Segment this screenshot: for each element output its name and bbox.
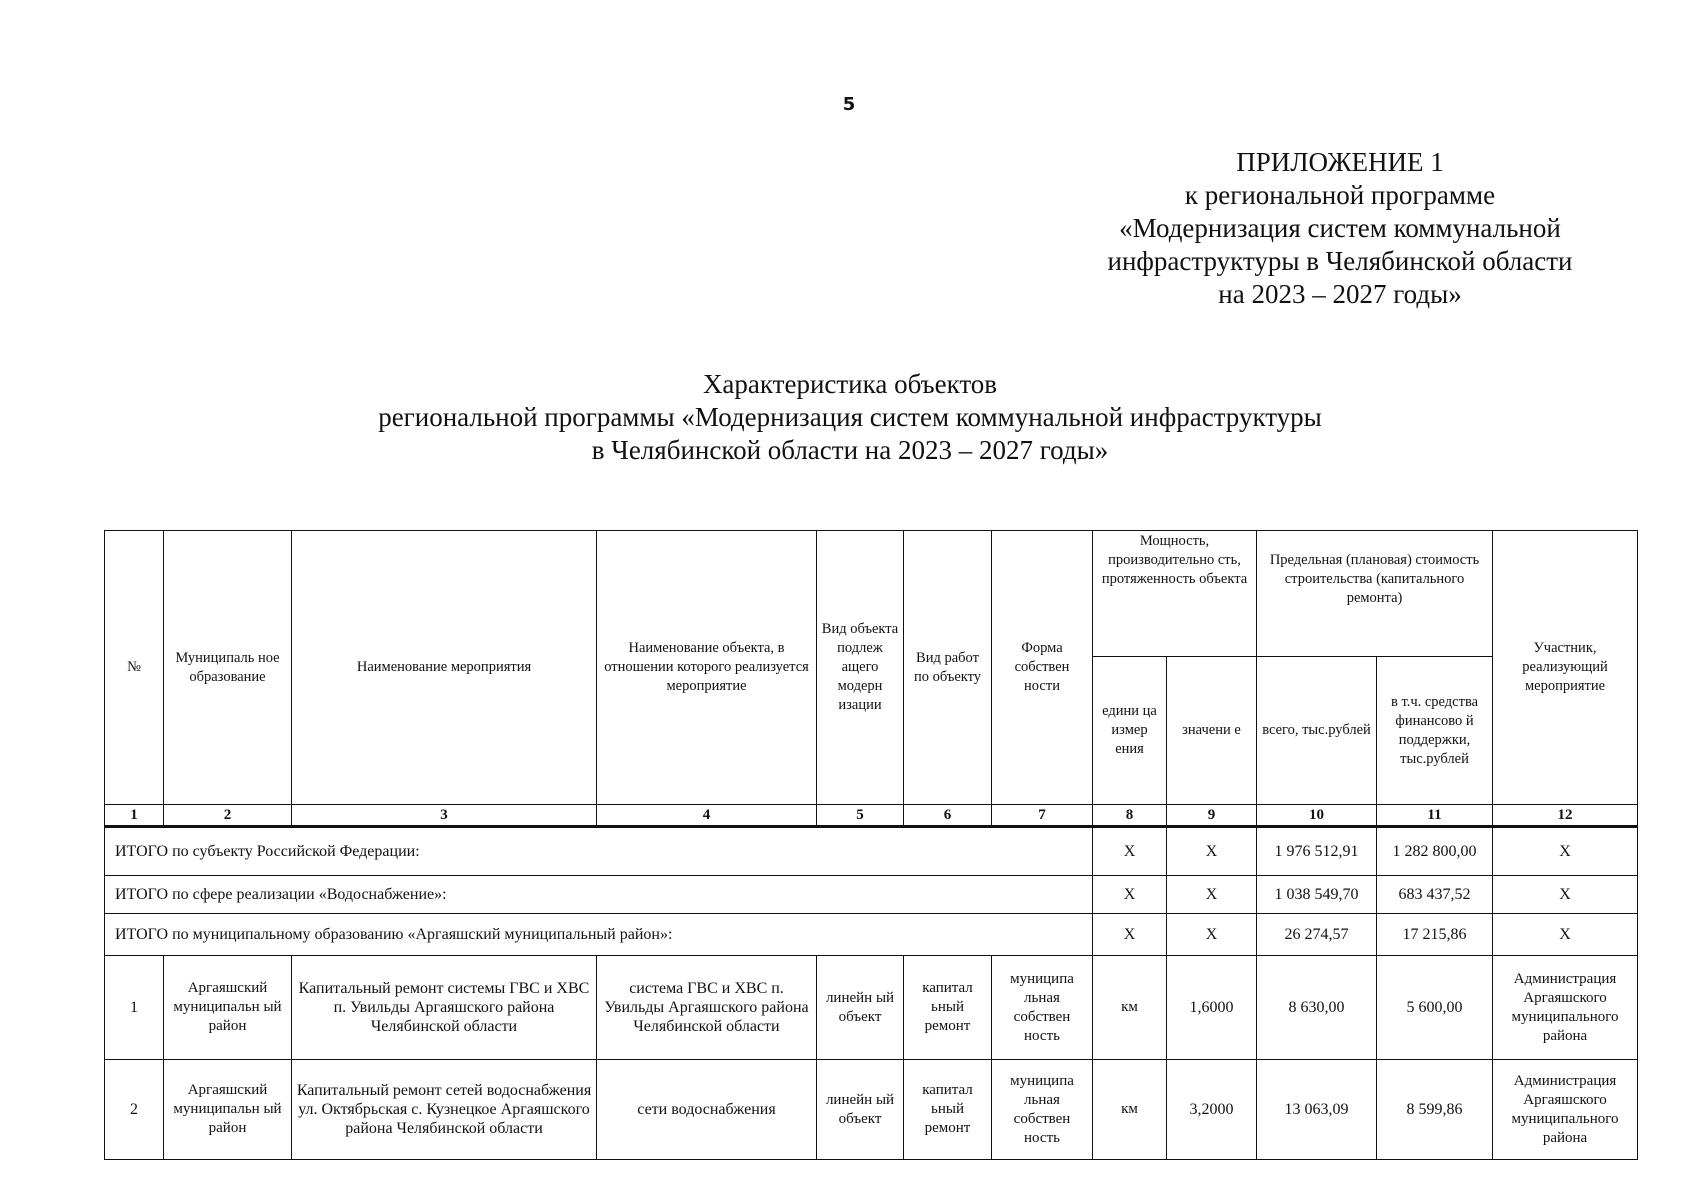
row-value: 3,2000 <box>1167 1060 1257 1160</box>
total-value: X <box>1167 827 1257 876</box>
total-support: 683 437,52 <box>1377 876 1493 914</box>
header-capacity-value: значени е <box>1167 657 1257 805</box>
title-line: региональной программы «Модернизация систем коммунальной инфраструктуры <box>378 402 1322 432</box>
header-ownership: Форма собствен ности <box>992 531 1093 805</box>
header-work-type: Вид работ по объекту <box>904 531 992 805</box>
row-event: Капитальный ремонт сетей водоснабжения ул. Октябрьская с. Кузнецкое Аргаяшского района Челябинской области <box>292 1060 597 1160</box>
row-num: 1 <box>105 956 164 1060</box>
header-num: № <box>105 531 164 805</box>
row-participant: Администрация Аргаяшского муниципального района <box>1493 956 1638 1060</box>
row-unit: км <box>1093 956 1167 1060</box>
row-object: система ГВС и ХВС п. Увильды Аргаяшского района Челябинской области <box>597 956 817 1060</box>
total-label: ИТОГО по субъекту Российской Федерации: <box>105 827 1093 876</box>
table-row <box>105 1060 1638 1160</box>
header-cost-support: в т.ч. средства финансово й поддержки, тыс.рублей <box>1377 657 1493 805</box>
column-number: 9 <box>1167 805 1257 827</box>
total-row-municipality <box>105 914 1638 956</box>
row-event: Капитальный ремонт системы ГВС и ХВС п. Увильды Аргаяшского района Челябинской области <box>292 956 597 1060</box>
total-cost: 26 274,57 <box>1257 914 1377 956</box>
title-line: Характеристика объектов <box>702 369 998 399</box>
appendix-line: инфраструктуры в Челябинской области <box>1107 246 1573 276</box>
total-support: 17 215,86 <box>1377 914 1493 956</box>
column-numbers-row <box>105 805 1638 827</box>
total-label: ИТОГО по сфере реализации «Водоснабжение»: <box>105 876 1093 914</box>
row-support: 5 600,00 <box>1377 956 1493 1060</box>
row-municipality: Аргаяшский муниципальн ый район <box>164 1060 292 1160</box>
total-participant: X <box>1493 914 1638 956</box>
total-label: ИТОГО по муниципальному образованию «Аргаяшский муниципальный район»: <box>105 914 1093 956</box>
column-number: 1 <box>105 805 164 827</box>
row-work-type: капитал ьный ремонт <box>904 1060 992 1160</box>
header-capacity: Мощность, производительно сть, протяженность объекта <box>1093 531 1257 657</box>
row-object: сети водоснабжения <box>597 1060 817 1160</box>
column-number: 6 <box>904 805 992 827</box>
total-row-federation <box>105 827 1638 876</box>
appendix-line: на 2023 – 2027 годы» <box>1218 279 1462 309</box>
total-value: X <box>1167 914 1257 956</box>
total-cost: 1 038 549,70 <box>1257 876 1377 914</box>
header-cost: Предельная (плановая) стоимость строительства (капитального ремонта) <box>1257 531 1493 657</box>
column-number: 12 <box>1493 805 1638 827</box>
column-number: 4 <box>597 805 817 827</box>
column-number: 8 <box>1093 805 1167 827</box>
header-cost-total: всего, тыс.рублей <box>1257 657 1377 805</box>
table-row <box>105 956 1638 1060</box>
appendix-heading <box>1080 146 1600 311</box>
total-unit: X <box>1093 876 1167 914</box>
appendix-line: «Модернизация систем коммунальной <box>1119 213 1561 243</box>
total-cost: 1 976 512,91 <box>1257 827 1377 876</box>
total-participant: X <box>1493 876 1638 914</box>
total-participant: X <box>1493 827 1638 876</box>
total-support: 1 282 800,00 <box>1377 827 1493 876</box>
document-title <box>300 368 1400 467</box>
header-participant: Участник, реализующий мероприятие <box>1493 531 1638 805</box>
column-number: 10 <box>1257 805 1377 827</box>
total-unit: X <box>1093 827 1167 876</box>
row-participant: Администрация Аргаяшского муниципального района <box>1493 1060 1638 1160</box>
row-object-type: линейн ый объект <box>817 1060 904 1160</box>
row-value: 1,6000 <box>1167 956 1257 1060</box>
column-number: 3 <box>292 805 597 827</box>
header-capacity-unit: едини ца измер ения <box>1093 657 1167 805</box>
row-object-type: линейн ый объект <box>817 956 904 1060</box>
page-number: 5 <box>842 94 856 115</box>
column-number: 7 <box>992 805 1093 827</box>
header-municipality: Муниципаль ное образование <box>164 531 292 805</box>
row-municipality: Аргаяшский муниципальн ый район <box>164 956 292 1060</box>
row-ownership: муниципа льная собствен ность <box>992 956 1093 1060</box>
total-unit: X <box>1093 914 1167 956</box>
row-num: 2 <box>105 1060 164 1160</box>
column-number: 5 <box>817 805 904 827</box>
appendix-line: к региональной программе <box>1184 180 1496 210</box>
column-number: 11 <box>1377 805 1493 827</box>
row-total: 13 063,09 <box>1257 1060 1377 1160</box>
title-line: в Челябинской области на 2023 – 2027 годы» <box>591 435 1109 465</box>
total-row-water-supply <box>105 876 1638 914</box>
row-work-type: капитал ьный ремонт <box>904 956 992 1060</box>
row-total: 8 630,00 <box>1257 956 1377 1060</box>
total-value: X <box>1167 876 1257 914</box>
header-object-type: Вид объекта подлеж ащего модерн изации <box>817 531 904 805</box>
objects-table <box>104 530 1638 1160</box>
appendix-line: ПРИЛОЖЕНИЕ 1 <box>1236 147 1444 177</box>
header-object-name: Наименование объекта, в отношении которого реализуется мероприятие <box>597 531 817 805</box>
row-support: 8 599,86 <box>1377 1060 1493 1160</box>
header-event-name: Наименование мероприятия <box>292 531 597 805</box>
column-number: 2 <box>164 805 292 827</box>
row-ownership: муниципа льная собствен ность <box>992 1060 1093 1160</box>
row-unit: км <box>1093 1060 1167 1160</box>
